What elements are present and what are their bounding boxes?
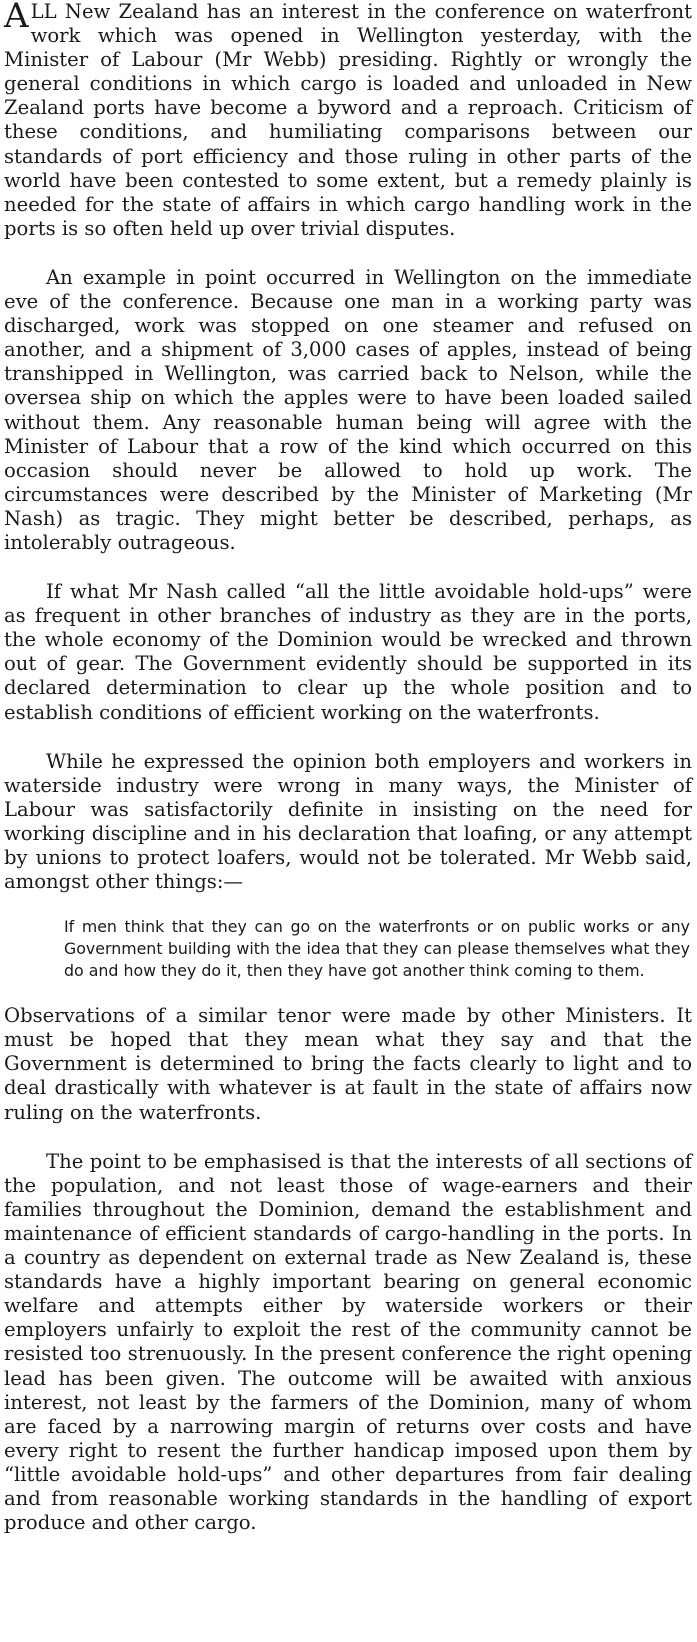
drop-cap: A (4, 0, 29, 36)
paragraph-5: Observations of a similar tenor were made by other Ministers. It must be hoped that they mean what they say and that the Government is determined to bring the facts clearly to light and to deal drastically with whatever is at fault in the state of affairs now ruling on the waterfronts. (4, 1004, 692, 1124)
paragraph-4: While he expressed the opinion both employers and workers in waterside industry were wrong in many ways, the Minister of Labour was satisfactorily definite in insisting on the need for working discipline and in his declaration that loafing, or any attempt by unions to protect loafers, would not be tolerated. Mr Webb said, amongst other things:— (4, 749, 692, 894)
paragraph-1-text: New Zealand has an interest in the conference on waterfront work which was opened in Wellington yesterday, with the Minister of Labour (Mr Webb) presiding. Rightly or wrongly the general conditions in which cargo is loaded and unloaded in New Zealand ports have become a byword and a reproach. Criticism of these conditions, and humiliating comparisons between our standards of port efficiency and those ruling in other parts of the world have been contested to some extent, but a remedy plainly is needed for the state of affairs in which cargo handling work in the ports is so often held up over trivial disputes. (4, 0, 692, 240)
paragraph-gap (4, 555, 692, 580)
paragraph-3: If what Mr Nash called “all the little avoidable hold-ups” were as frequent in other branches of industry as they are in the ports, the whole economy of the Dominion would be wrecked and thrown out of gear. The Government evidently should be supported in its declared determination to clear up the whole position and to establish conditions of efficient working on the waterfronts. (4, 580, 692, 724)
paragraph-gap (4, 1125, 692, 1150)
paragraph-1 (4, 0, 692, 241)
paragraph-6: The point to be emphasised is that the interests of all sections of the population, and not least those of wage-earners and their families throughout the Dominion, demand the establishment and maintenance of efficient standards of cargo-handling in the ports. In a country as dependent on external trade as New Zealand is, these standards have a highly important bearing on general economic welfare and attempts either by waterside workers or their employers unfairly to exploit the rest of the community cannot be resisted too strenuously. In the present conference the right opening lead has been given. The outcome will be awaited with anxious interest, not least by the farmers of the Dominion, many of whom are faced by a narrowing margin of returns over costs and have every right to resent the further handicap imposed upon them by “little avoidable hold-ups” and other departures from fair dealing and from reasonable working standards in the handling of export produce and other cargo. (4, 1149, 692, 1535)
paragraph-2: An example in point occurred in Wellington on the immediate eve of the conference. Because one man in a working party was discharged, work was stopped on one steamer and refused on another, and a shipment of 3,000 cases of apples, instead of being transhipped in Wellington, was carried back to Nelson, while the oversea ship on which the apples were to have been loaded sailed without them. Any reasonable human being will agree with the Minister of Labour that a row of the kind which occurred on this occasion should never be allowed to hold up work. The circumstances were described by the Minister of Marketing (Mr Nash) as tragic. They might better be described, perhaps, as intolerably outrageous. (4, 265, 692, 554)
first-word-rest: LL (30, 0, 57, 23)
paragraph-gap (4, 894, 692, 916)
paragraph-gap (4, 982, 692, 1004)
block-quote: If men think that they can go on the waterfronts or on public works or any Government building with the idea that they can please themselves what they do and how they do it, then they have got another think coming to them. (64, 917, 690, 981)
newspaper-article (4, 0, 692, 1535)
paragraph-gap (4, 241, 692, 266)
paragraph-gap (4, 725, 692, 750)
